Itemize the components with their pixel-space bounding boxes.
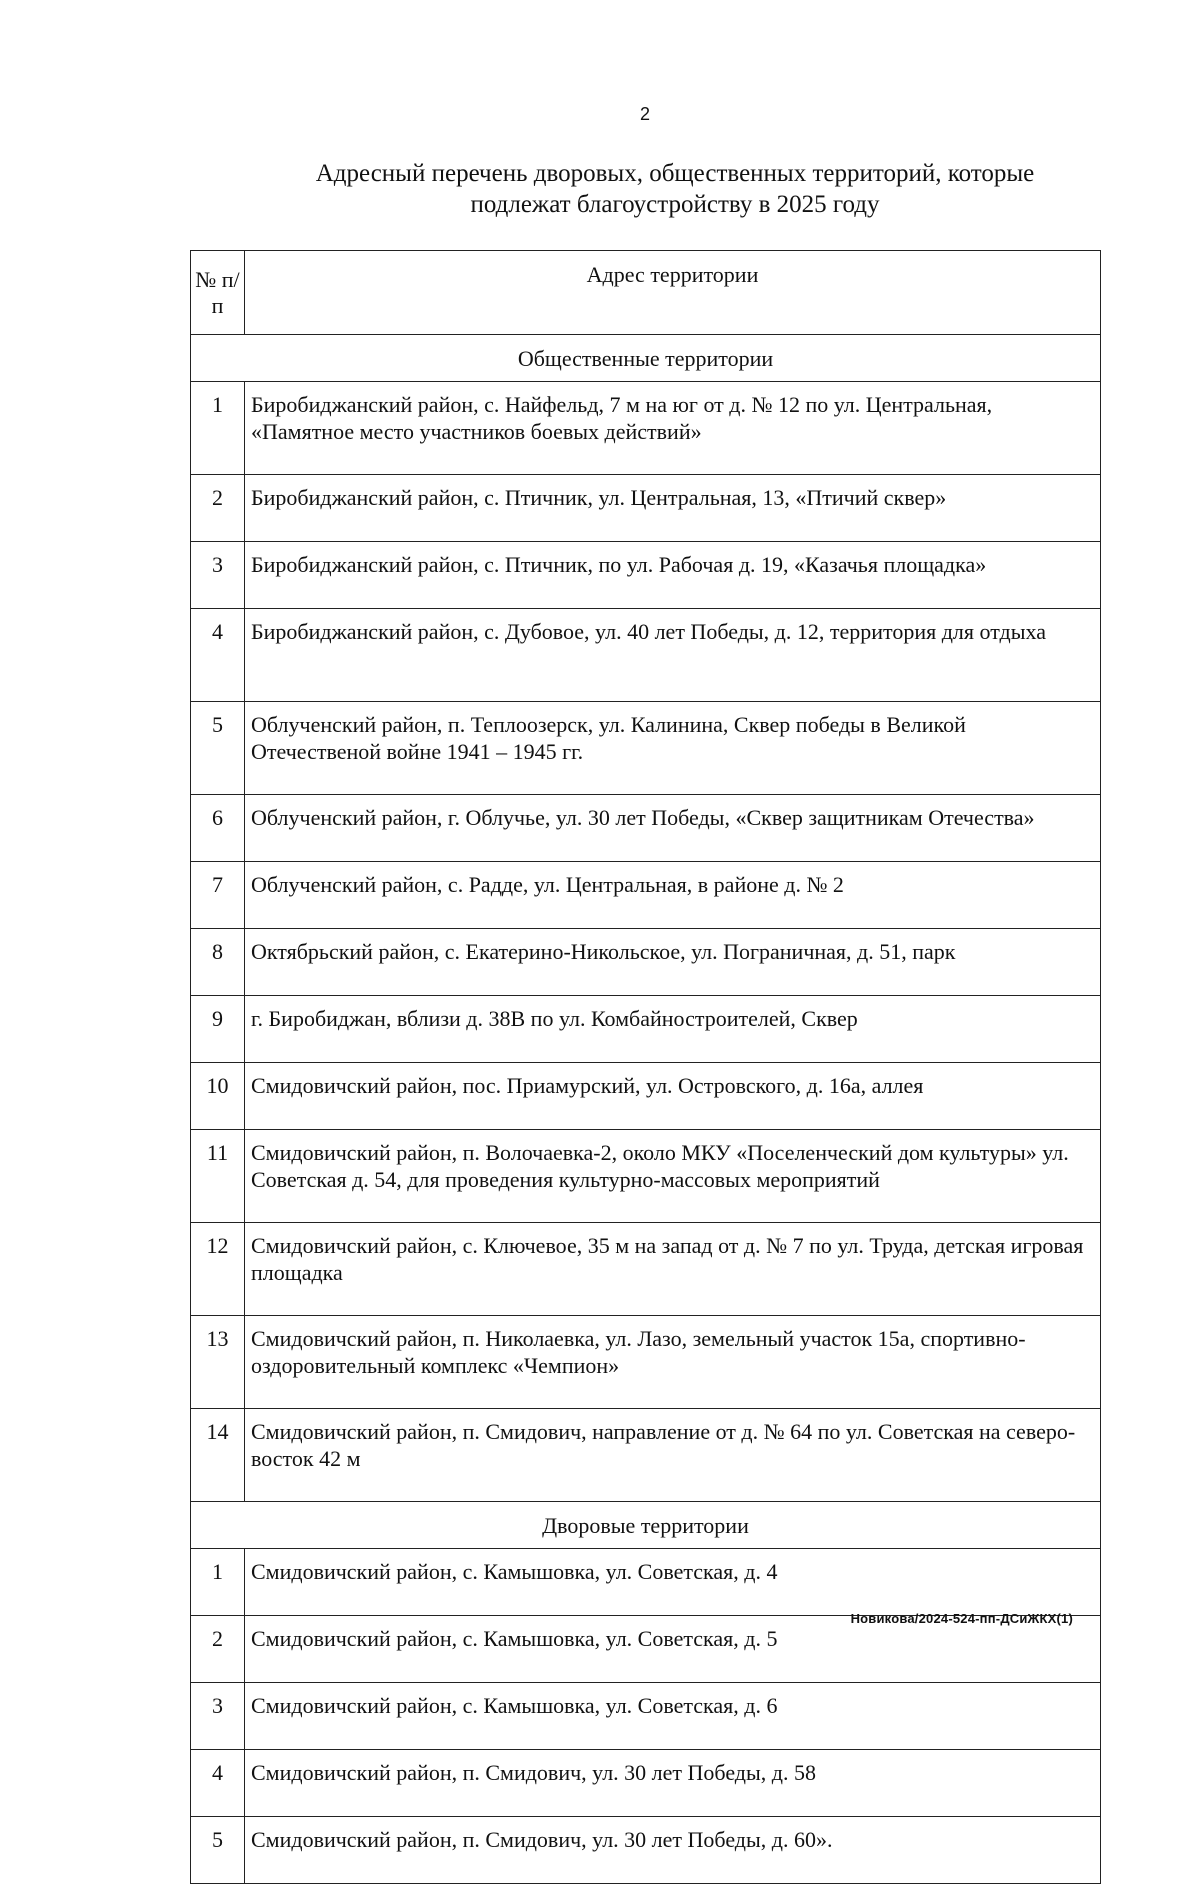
- row-number: 7: [191, 862, 245, 929]
- title-line-1: Адресный перечень дворовых, общественных территорий, которые: [315, 160, 1035, 187]
- row-address: Облученский район, п. Теплоозерск, ул. Калинина, Сквер победы в Великой Отечественой войне 1941 – 1945 гг.: [245, 702, 1101, 795]
- table-row: [191, 862, 1101, 929]
- section-row-yard: [191, 1502, 1101, 1549]
- document-footer-reference: Новикова/2024-524-пп-ДСиЖКХ(1): [850, 1611, 1073, 1626]
- title-line-2: подлежат благоустройству в 2025 году: [470, 191, 880, 218]
- table-row: [191, 795, 1101, 862]
- row-address: Облученский район, г. Облучье, ул. 30 лет Победы, «Сквер защитникам Отечества»: [245, 795, 1101, 862]
- row-address: Смидовичский район, с. Камышовка, ул. Советская, д. 5: [245, 1616, 1101, 1683]
- table-row: [191, 1130, 1101, 1223]
- row-number: 5: [191, 1817, 245, 1884]
- header-address: Адрес территории: [245, 251, 1101, 335]
- section-title-yard: Дворовые территории: [191, 1502, 1101, 1549]
- row-number: 12: [191, 1223, 245, 1316]
- row-number: 13: [191, 1316, 245, 1409]
- section-row-public: [191, 335, 1101, 382]
- table-header-row: [191, 251, 1101, 335]
- row-number: 4: [191, 1750, 245, 1817]
- address-table: [190, 250, 1101, 1884]
- row-number: 10: [191, 1063, 245, 1130]
- page-number: 2: [639, 104, 650, 124]
- table-row: [191, 1409, 1101, 1502]
- row-number: 11: [191, 1130, 245, 1223]
- table-row: [191, 929, 1101, 996]
- row-address: Смидовичский район, с. Камышовка, ул. Советская, д. 4: [245, 1549, 1101, 1616]
- row-address: Смидовичский район, п. Смидович, ул. 30 лет Победы, д. 58: [245, 1750, 1101, 1817]
- row-address: Смидовичский район, п. Волочаевка-2, около МКУ «Поселенческий дом культуры» ул. Советская д. 54, для проведения культурно-массовых мероприятий: [245, 1130, 1101, 1223]
- table-row: [191, 1316, 1101, 1409]
- row-address: Октябрьский район, с. Екатерино-Никольское, ул. Пограничная, д. 51, парк: [245, 929, 1101, 996]
- row-number: 3: [191, 1683, 245, 1750]
- row-number: 3: [191, 542, 245, 609]
- section-title-public: Общественные территории: [191, 335, 1101, 382]
- row-number: 1: [191, 1549, 245, 1616]
- row-address: Биробиджанский район, с. Найфельд, 7 м на юг от д. № 12 по ул. Центральная, «Памятное место участников боевых действий»: [245, 382, 1101, 475]
- table-row: [191, 702, 1101, 795]
- row-number: 6: [191, 795, 245, 862]
- row-number: 9: [191, 996, 245, 1063]
- row-address: Смидовичский район, п. Смидович, ул. 30 лет Победы, д. 60».: [245, 1817, 1101, 1884]
- row-number: 14: [191, 1409, 245, 1502]
- table-row: [191, 1817, 1101, 1884]
- row-address: Смидовичский район, п. Николаевка, ул. Лазо, земельный участок 15а, спортивно-оздоровительный комплекс «Чемпион»: [245, 1316, 1101, 1409]
- row-address: Облученский район, с. Радде, ул. Центральная, в районе д. № 2: [245, 862, 1101, 929]
- row-address: Биробиджанский район, с. Дубовое, ул. 40 лет Победы, д. 12, территория для отдыха: [245, 609, 1101, 702]
- row-address: Биробиджанский район, с. Птичник, по ул. Рабочая д. 19, «Казачья площадка»: [245, 542, 1101, 609]
- table-row: [191, 382, 1101, 475]
- row-address: г. Биробиджан, вблизи д. 38В по ул. Комбайностроителей, Сквер: [245, 996, 1101, 1063]
- table-row: [191, 475, 1101, 542]
- row-address: Смидовичский район, п. Смидович, направление от д. № 64 по ул. Советская на северо-восток 42 м: [245, 1409, 1101, 1502]
- row-number: 8: [191, 929, 245, 996]
- row-address: Смидовичский район, с. Ключевое, 35 м на запад от д. № 7 по ул. Труда, детская игровая площадка: [245, 1223, 1101, 1316]
- row-address: Смидовичский район, с. Камышовка, ул. Советская, д. 6: [245, 1683, 1101, 1750]
- row-address: Биробиджанский район, с. Птичник, ул. Центральная, 13, «Птичий сквер»: [245, 475, 1101, 542]
- row-number: 4: [191, 609, 245, 702]
- table-row: [191, 1683, 1101, 1750]
- header-number: № п/п: [191, 251, 245, 335]
- table-row: [191, 1750, 1101, 1817]
- row-number: 5: [191, 702, 245, 795]
- table-row: [191, 1063, 1101, 1130]
- table-row: [191, 1549, 1101, 1616]
- table-row: [191, 542, 1101, 609]
- row-number: 2: [191, 1616, 245, 1683]
- row-number: 1: [191, 382, 245, 475]
- table-row: [191, 609, 1101, 702]
- row-number: 2: [191, 475, 245, 542]
- table-row: [191, 1223, 1101, 1316]
- row-address: Смидовичский район, пос. Приамурский, ул. Островского, д. 16а, аллея: [245, 1063, 1101, 1130]
- table-row: [191, 996, 1101, 1063]
- document-title: [265, 158, 1085, 220]
